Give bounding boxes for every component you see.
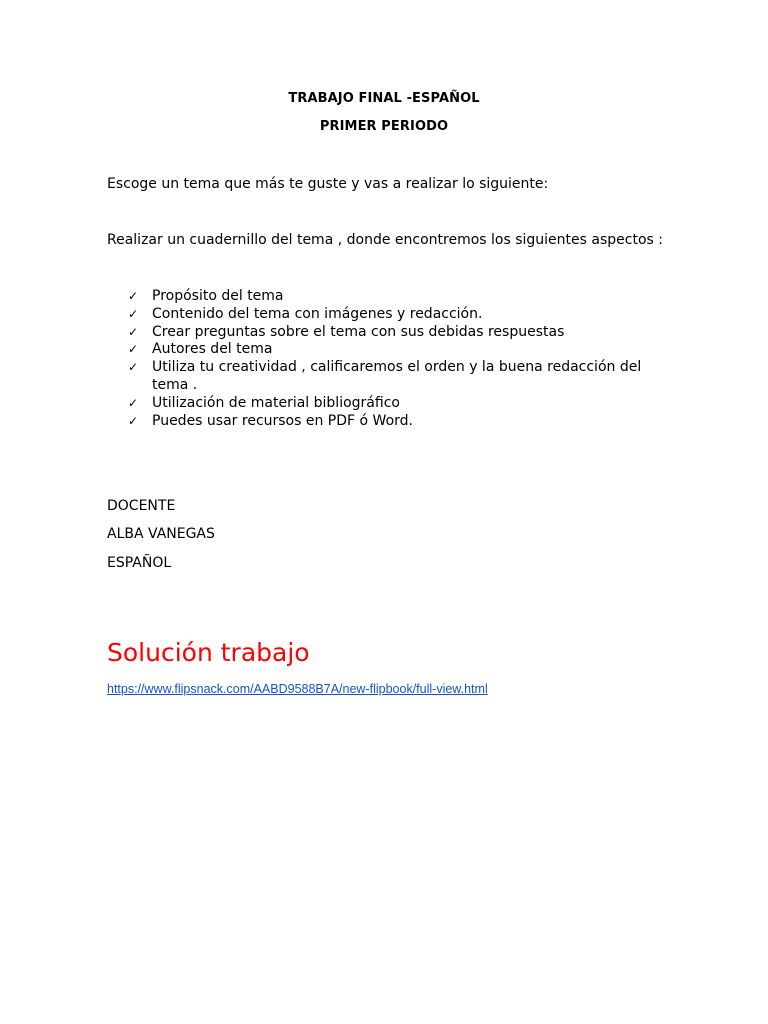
list-item-text: Autores del tema [152, 341, 273, 358]
checkmark-icon: ✓ [128, 395, 139, 410]
checkmark-icon: ✓ [128, 306, 139, 321]
list-item [128, 324, 648, 342]
checkmark-icon: ✓ [128, 324, 139, 339]
list-item [128, 341, 648, 359]
teacher-subject: ESPAÑOL [107, 555, 172, 571]
list-item [128, 395, 648, 413]
task-paragraph: Realizar un cuadernillo del tema , donde encontremos los siguientes aspectos : [107, 232, 663, 248]
list-item [128, 306, 648, 324]
checkmark-icon: ✓ [128, 413, 139, 428]
list-item [128, 359, 648, 395]
list-item [128, 413, 648, 431]
list-item-text: Contenido del tema con imágenes y redacción. [152, 305, 483, 322]
checkmark-icon: ✓ [128, 360, 139, 375]
list-item [128, 288, 648, 306]
solution-heading: Solución trabajo [107, 638, 310, 667]
teacher-name: ALBA VANEGAS [107, 526, 215, 542]
list-item-text: Crear preguntas sobre el tema con sus debidas respuestas [152, 323, 565, 340]
solution-link[interactable]: https://www.flipsnack.com/AABD9588B7A/new-flipbook/full-view.html [107, 682, 488, 696]
checkmark-icon: ✓ [128, 289, 139, 303]
document-subtitle: PRIMER PERIODO [319, 119, 449, 134]
list-item-text: Utiliza tu creatividad , calificaremos el orden y la buena redacción del tema . [152, 359, 642, 393]
list-item-text: Utilización de material bibliográfico [152, 394, 400, 411]
teacher-role: DOCENTE [107, 498, 176, 514]
aspects-checklist [128, 288, 648, 430]
checkmark-icon: ✓ [128, 342, 139, 357]
list-item-text: Puedes usar recursos en PDF ó Word. [152, 412, 413, 429]
document-title: TRABAJO FINAL -ESPAÑOL [288, 91, 480, 106]
list-item-text: Propósito del tema [152, 288, 284, 304]
instruction-paragraph: Escoge un tema que más te guste y vas a realizar lo siguiente: [107, 176, 549, 192]
